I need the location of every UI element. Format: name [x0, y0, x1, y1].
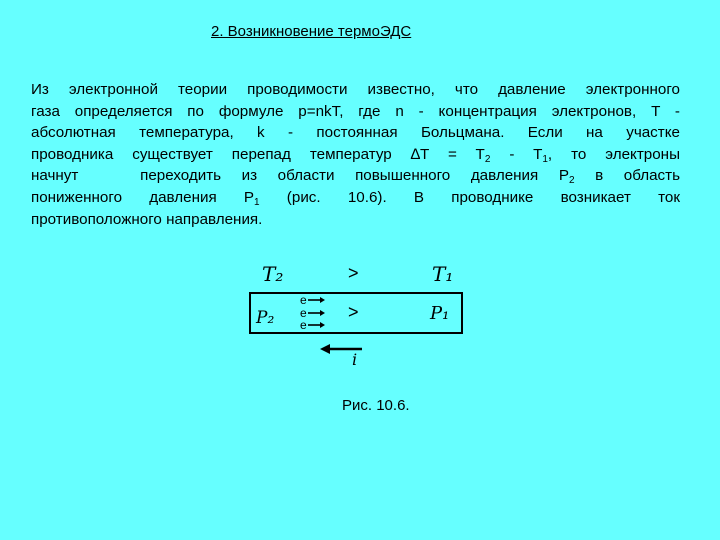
label-p1: P₁	[430, 303, 450, 324]
current-label: i	[352, 350, 358, 369]
current-arrowhead	[320, 344, 330, 354]
electron-symbol: e	[300, 318, 307, 332]
paragraph-line: абсолютная температура, k - постоянная Больцмана. Если на участке	[31, 124, 680, 142]
paragraph-line	[31, 144, 680, 166]
electron-symbol: e	[300, 293, 307, 307]
subscript: 1	[254, 196, 260, 208]
slide-title: 2. Возникновение термоЭДС	[211, 23, 412, 40]
electron-group	[300, 293, 325, 332]
label-t1: T₁	[432, 262, 454, 286]
body-paragraph	[31, 79, 680, 230]
paragraph-text: начнут переходить из области повышенного давления P	[31, 167, 569, 185]
figure-caption: Рис. 10.6.	[342, 397, 410, 414]
paragraph-line: Из электронной теории проводимости известно, что давление электронного	[31, 81, 680, 98]
paragraph-line	[31, 165, 680, 187]
label-t2: T₂	[262, 262, 284, 286]
paragraph-text: - T	[490, 145, 543, 163]
paragraph-text: в область	[574, 167, 680, 185]
arrowhead	[320, 322, 325, 328]
arrowhead	[320, 297, 325, 303]
paragraph-text: , то электроны	[547, 145, 680, 163]
paragraph-line	[31, 187, 680, 209]
subscript: 1	[542, 153, 548, 165]
label-p2: P₂	[256, 308, 275, 328]
paragraph-line: газа определяется по формуле p=nkT, где n - концентрация электронов, T -	[31, 102, 680, 120]
paragraph-text: проводника существует перепад температур	[31, 145, 411, 163]
arrowhead	[320, 310, 325, 316]
figure-10-6	[240, 255, 470, 390]
paragraph-text: (рис. 10.6). В проводнике возникает ток	[259, 188, 680, 206]
paragraph-text: пониженного давления P	[31, 188, 255, 206]
electron-symbol: e	[300, 306, 307, 320]
delta-symbol: ∆	[410, 145, 420, 163]
subscript: 2	[484, 153, 491, 165]
inner-comparison: >	[348, 302, 359, 322]
top-comparison: >	[348, 263, 359, 283]
paragraph-line: противоположного направления.	[31, 210, 263, 228]
paragraph-text: T = T	[420, 145, 485, 163]
subscript: 2	[568, 175, 575, 187]
